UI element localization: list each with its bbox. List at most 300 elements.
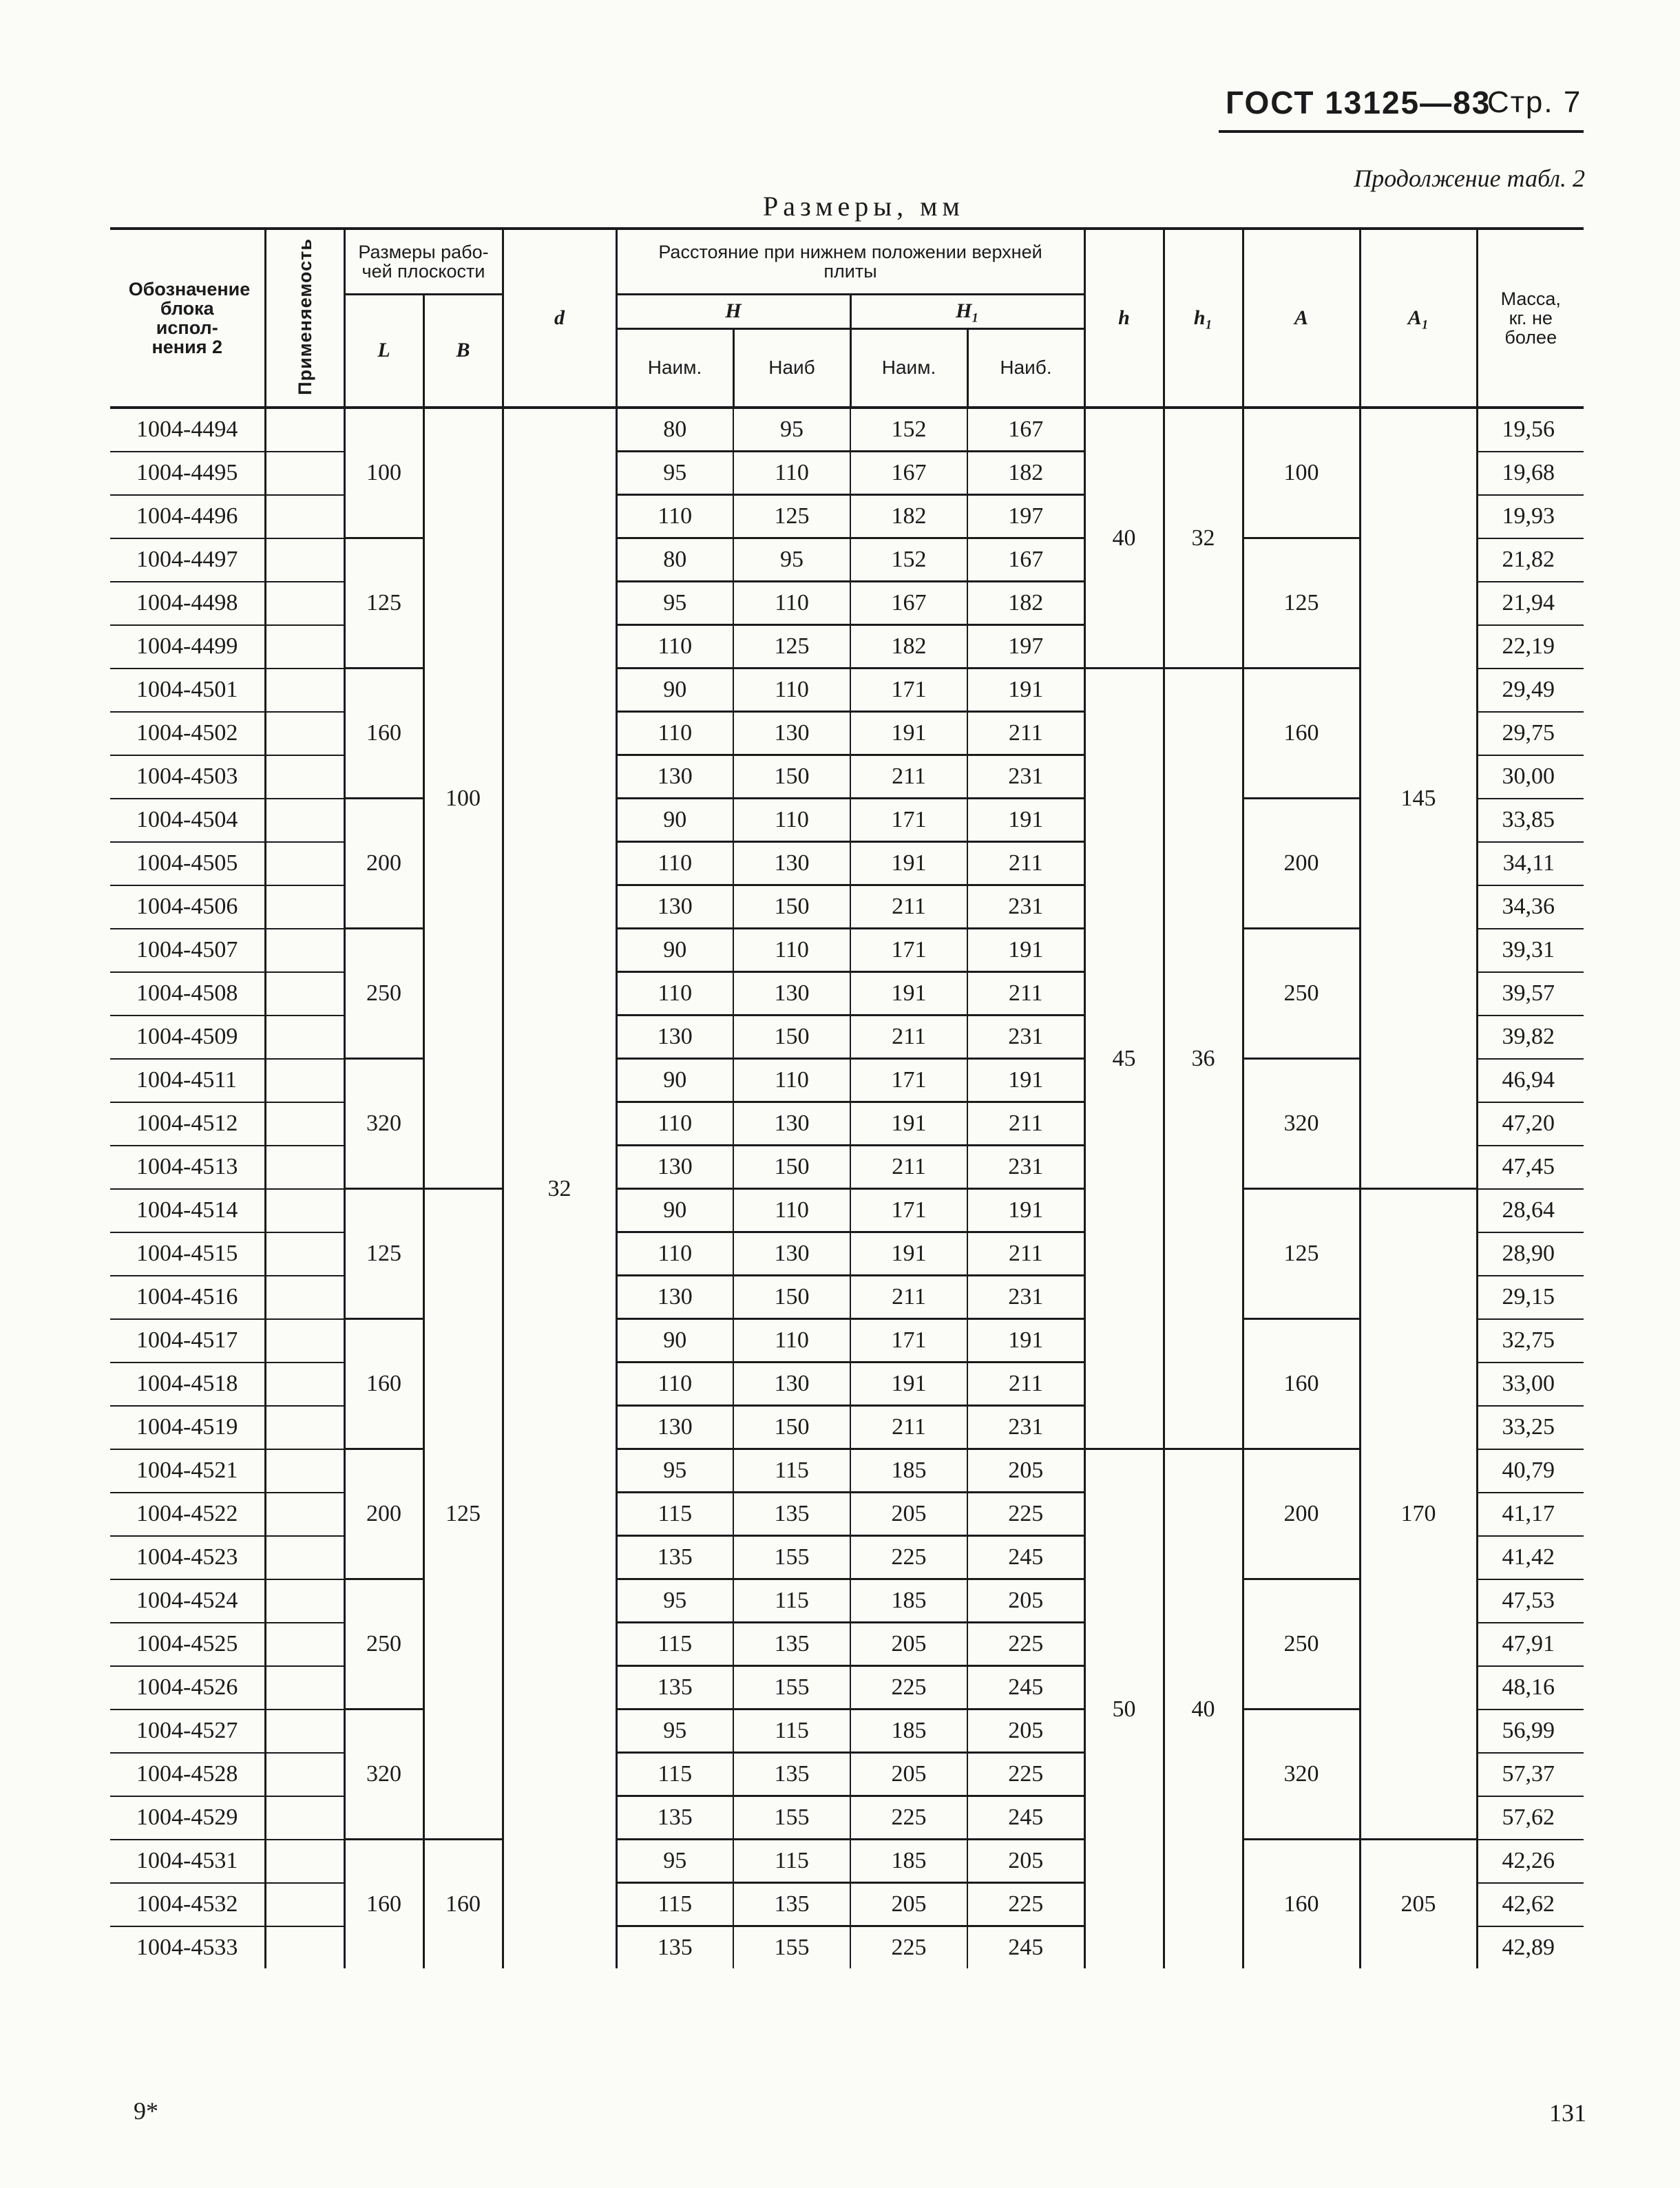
cell-h-max: 110 <box>733 1189 850 1232</box>
cell-applicability <box>265 1796 344 1840</box>
cell-applicability <box>265 842 344 885</box>
cell-h-min: 110 <box>616 625 733 669</box>
cell-l: 160 <box>344 1319 423 1449</box>
cell-h-min: 90 <box>616 669 733 712</box>
cell-mass: 34,36 <box>1477 885 1584 929</box>
header-b: B <box>423 294 503 408</box>
cell-h1-min: 171 <box>850 669 967 712</box>
cell-d: 32 <box>503 408 616 1968</box>
cell-b: 160 <box>423 1840 503 1969</box>
cell-h1-min: 185 <box>850 1579 967 1623</box>
cell-mass: 34,11 <box>1477 842 1584 885</box>
header-h-dist: H <box>616 294 850 328</box>
cell-h-max: 150 <box>733 1276 850 1319</box>
page-number: 131 <box>1549 2099 1586 2127</box>
header-a1: A₁ <box>1360 229 1477 408</box>
cell-a: 100 <box>1243 408 1360 538</box>
cell-l: 200 <box>344 1449 423 1579</box>
cell-applicability <box>265 1623 344 1666</box>
cell-applicability <box>265 1146 344 1189</box>
header-applicability: Применяемость <box>265 229 344 408</box>
cell-applicability <box>265 1189 344 1232</box>
cell-mass: 33,85 <box>1477 799 1584 842</box>
cell-designation: 1004-4523 <box>110 1536 265 1579</box>
cell-h1-max: 231 <box>967 1276 1084 1319</box>
cell-h1-min: 205 <box>850 1883 967 1926</box>
cell-mass: 40,79 <box>1477 1449 1584 1493</box>
cell-h-min: 130 <box>616 885 733 929</box>
cell-h1-min: 152 <box>850 538 967 582</box>
cell-h-min: 90 <box>616 799 733 842</box>
header-h1-dist: H₁ <box>850 294 1084 328</box>
cell-mass: 39,82 <box>1477 1016 1584 1059</box>
cell-mass: 28,64 <box>1477 1189 1584 1232</box>
cell-applicability <box>265 799 344 842</box>
cell-l: 160 <box>344 669 423 799</box>
cell-h1-max: 205 <box>967 1710 1084 1753</box>
cell-mass: 33,25 <box>1477 1406 1584 1449</box>
cell-h-min: 95 <box>616 1840 733 1883</box>
cell-h-max: 155 <box>733 1796 850 1840</box>
cell-h1-max: 211 <box>967 1102 1084 1146</box>
cell-h1-max: 231 <box>967 1016 1084 1059</box>
header-h-max: Наиб <box>733 328 850 408</box>
cell-h1-min: 182 <box>850 495 967 538</box>
cell-h1-min: 191 <box>850 712 967 755</box>
cell-h-min: 110 <box>616 972 733 1016</box>
cell-h1-max: 191 <box>967 669 1084 712</box>
cell-h-max: 135 <box>733 1493 850 1536</box>
cell-h-max: 155 <box>733 1926 850 1969</box>
cell-mass: 30,00 <box>1477 755 1584 799</box>
cell-mass: 32,75 <box>1477 1319 1584 1363</box>
cell-designation: 1004-4532 <box>110 1883 265 1926</box>
header-distance: Расстояние при нижнем положении верхней плиты <box>616 229 1084 294</box>
cell-applicability <box>265 1579 344 1623</box>
cell-a1: 145 <box>1360 408 1477 1189</box>
cell-mass: 48,16 <box>1477 1666 1584 1710</box>
cell-h1-min: 225 <box>850 1796 967 1840</box>
cell-designation: 1004-4531 <box>110 1840 265 1883</box>
cell-h1-min: 225 <box>850 1536 967 1579</box>
cell-l: 160 <box>344 1840 423 1969</box>
cell-h-max: 115 <box>733 1840 850 1883</box>
cell-h-min: 90 <box>616 1059 733 1102</box>
cell-h-max: 150 <box>733 1406 850 1449</box>
cell-h1-max: 191 <box>967 799 1084 842</box>
cell-h1-max: 245 <box>967 1796 1084 1840</box>
header-d: d <box>503 229 616 408</box>
cell-applicability <box>265 1710 344 1753</box>
cell-applicability <box>265 1363 344 1406</box>
cell-h-max: 110 <box>733 799 850 842</box>
cell-h1-min: 171 <box>850 1189 967 1232</box>
cell-h-max: 110 <box>733 1059 850 1102</box>
cell-a: 125 <box>1243 1189 1360 1319</box>
cell-h1-min: 205 <box>850 1493 967 1536</box>
cell-b: 125 <box>423 1189 503 1840</box>
cell-applicability <box>265 755 344 799</box>
cell-designation: 1004-4496 <box>110 495 265 538</box>
cell-h1: 36 <box>1164 669 1243 1449</box>
cell-designation: 1004-4508 <box>110 972 265 1016</box>
cell-a: 320 <box>1243 1710 1360 1840</box>
cell-designation: 1004-4521 <box>110 1449 265 1493</box>
cell-h1-max: 225 <box>967 1883 1084 1926</box>
header-l: L <box>344 294 423 408</box>
cell-designation: 1004-4502 <box>110 712 265 755</box>
cell-applicability <box>265 885 344 929</box>
cell-l: 200 <box>344 799 423 929</box>
cell-h1-min: 225 <box>850 1926 967 1969</box>
cell-h1-max: 191 <box>967 1319 1084 1363</box>
cell-mass: 39,57 <box>1477 972 1584 1016</box>
cell-h1-max: 211 <box>967 1232 1084 1276</box>
cell-a: 160 <box>1243 1319 1360 1449</box>
cell-a: 250 <box>1243 929 1360 1059</box>
cell-h-min: 115 <box>616 1753 733 1796</box>
cell-mass: 19,93 <box>1477 495 1584 538</box>
cell-applicability <box>265 1536 344 1579</box>
cell-designation: 1004-4517 <box>110 1319 265 1363</box>
cell-designation: 1004-4495 <box>110 452 265 495</box>
cell-applicability <box>265 1406 344 1449</box>
cell-mass: 42,62 <box>1477 1883 1584 1926</box>
cell-h1-max: 167 <box>967 408 1084 452</box>
cell-applicability <box>265 1753 344 1796</box>
cell-h-min: 80 <box>616 408 733 452</box>
cell-h1-max: 225 <box>967 1493 1084 1536</box>
cell-h-max: 130 <box>733 972 850 1016</box>
cell-h1-max: 231 <box>967 885 1084 929</box>
cell-h-max: 150 <box>733 885 850 929</box>
cell-h-min: 110 <box>616 842 733 885</box>
cell-h1-min: 205 <box>850 1753 967 1796</box>
cell-mass: 28,90 <box>1477 1232 1584 1276</box>
cell-h1-min: 205 <box>850 1623 967 1666</box>
cell-h-max: 135 <box>733 1753 850 1796</box>
cell-h1-min: 167 <box>850 582 967 625</box>
cell-designation: 1004-4526 <box>110 1666 265 1710</box>
cell-h-min: 95 <box>616 1579 733 1623</box>
cell-mass: 39,31 <box>1477 929 1584 972</box>
header-h-min: Наим. <box>616 328 733 408</box>
cell-h1-max: 231 <box>967 755 1084 799</box>
standard-number: ГОСТ 13125—83 <box>1226 85 1491 120</box>
cell-h-min: 110 <box>616 495 733 538</box>
cell-h1-max: 205 <box>967 1840 1084 1883</box>
cell-mass: 46,94 <box>1477 1059 1584 1102</box>
cell-h-max: 110 <box>733 582 850 625</box>
cell-h1-max: 245 <box>967 1926 1084 1969</box>
cell-h1-min: 171 <box>850 1059 967 1102</box>
cell-h-max: 155 <box>733 1666 850 1710</box>
cell-h1-min: 225 <box>850 1666 967 1710</box>
cell-designation: 1004-4499 <box>110 625 265 669</box>
cell-h-min: 135 <box>616 1666 733 1710</box>
cell-designation: 1004-4522 <box>110 1493 265 1536</box>
table-row <box>110 1840 1584 1883</box>
cell-h1-min: 211 <box>850 755 967 799</box>
cell-h: 45 <box>1084 669 1164 1449</box>
cell-h1-min: 211 <box>850 1406 967 1449</box>
cell-h1-min: 185 <box>850 1449 967 1493</box>
header-h1-max: Наиб. <box>967 328 1084 408</box>
cell-h1-min: 191 <box>850 842 967 885</box>
cell-designation: 1004-4513 <box>110 1146 265 1189</box>
page-label: Стр. 7 <box>1487 85 1582 119</box>
cell-h1-min: 171 <box>850 799 967 842</box>
cell-mass: 42,26 <box>1477 1840 1584 1883</box>
cell-designation: 1004-4519 <box>110 1406 265 1449</box>
cell-h-max: 110 <box>733 929 850 972</box>
cell-designation: 1004-4504 <box>110 799 265 842</box>
cell-h-min: 110 <box>616 1363 733 1406</box>
cell-h-max: 115 <box>733 1579 850 1623</box>
cell-applicability <box>265 712 344 755</box>
cell-h-min: 130 <box>616 755 733 799</box>
cell-designation: 1004-4494 <box>110 408 265 452</box>
cell-h1-max: 225 <box>967 1623 1084 1666</box>
cell-designation: 1004-4516 <box>110 1276 265 1319</box>
cell-h-max: 130 <box>733 1363 850 1406</box>
cell-designation: 1004-4525 <box>110 1623 265 1666</box>
cell-mass: 57,62 <box>1477 1796 1584 1840</box>
cell-h1-max: 231 <box>967 1406 1084 1449</box>
cell-h1-max: 191 <box>967 1189 1084 1232</box>
cell-h1-max: 182 <box>967 582 1084 625</box>
cell-mass: 47,20 <box>1477 1102 1584 1146</box>
cell-mass: 29,15 <box>1477 1276 1584 1319</box>
header-h1: h₁ <box>1164 229 1243 408</box>
cell-h-max: 150 <box>733 755 850 799</box>
cell-h-min: 115 <box>616 1883 733 1926</box>
cell-h-max: 130 <box>733 1102 850 1146</box>
cell-h-max: 110 <box>733 452 850 495</box>
cell-designation: 1004-4512 <box>110 1102 265 1146</box>
cell-h-min: 95 <box>616 1710 733 1753</box>
cell-h1-min: 152 <box>850 408 967 452</box>
cell-h-min: 90 <box>616 929 733 972</box>
cell-applicability <box>265 972 344 1016</box>
cell-applicability <box>265 1883 344 1926</box>
signature-mark: 9* <box>134 2097 158 2125</box>
cell-designation: 1004-4501 <box>110 669 265 712</box>
cell-l: 125 <box>344 538 423 669</box>
cell-mass: 19,68 <box>1477 452 1584 495</box>
cell-h1-max: 211 <box>967 972 1084 1016</box>
cell-h-max: 155 <box>733 1536 850 1579</box>
cell-h1-min: 167 <box>850 452 967 495</box>
cell-a: 320 <box>1243 1059 1360 1189</box>
cell-h1-max: 231 <box>967 1146 1084 1189</box>
cell-h-min: 95 <box>616 452 733 495</box>
cell-h1-min: 211 <box>850 1016 967 1059</box>
cell-l: 320 <box>344 1710 423 1840</box>
cell-h1-max: 191 <box>967 1059 1084 1102</box>
cell-applicability <box>265 1926 344 1969</box>
cell-designation: 1004-4533 <box>136 1934 238 1960</box>
cell-applicability <box>265 1276 344 1319</box>
cell-applicability <box>265 625 344 669</box>
cell-h-min: 115 <box>616 1493 733 1536</box>
cell-h1-max: 191 <box>967 929 1084 972</box>
cell-h1-max: 225 <box>967 1753 1084 1796</box>
cell-h1-min: 185 <box>850 1710 967 1753</box>
cell-designation: 1004-4503 <box>110 755 265 799</box>
cell-designation: 1004-4497 <box>110 538 265 582</box>
cell-h-max: 125 <box>733 625 850 669</box>
cell-l: 100 <box>344 408 423 538</box>
cell-l: 320 <box>344 1059 423 1189</box>
cell-mass: 41,42 <box>1477 1536 1584 1579</box>
cell-designation: 1004-4528 <box>110 1753 265 1796</box>
cell-l: 250 <box>344 1579 423 1710</box>
cell-mass: 29,49 <box>1477 669 1584 712</box>
cell-applicability <box>265 669 344 712</box>
cell-h-min: 115 <box>616 1623 733 1666</box>
cell-applicability <box>265 1016 344 1059</box>
cell-a: 250 <box>1243 1579 1360 1710</box>
cell-a1: 205 <box>1360 1840 1477 1969</box>
continuation-note: Продолжение табл. 2 <box>1354 165 1585 192</box>
cell-applicability <box>265 1840 344 1883</box>
cell-applicability <box>265 1666 344 1710</box>
cell-h1-max: 197 <box>967 495 1084 538</box>
cell-a: 200 <box>1243 1449 1360 1579</box>
cell-mass: 19,56 <box>1477 408 1584 452</box>
cell-h-min: 90 <box>616 1319 733 1363</box>
cell-h-max: 135 <box>733 1883 850 1926</box>
cell-h-max: 130 <box>733 842 850 885</box>
cell-designation: 1004-4524 <box>110 1579 265 1623</box>
cell-applicability <box>265 582 344 625</box>
cell-h-min: 80 <box>616 538 733 582</box>
cell-h-max: 125 <box>733 495 850 538</box>
cell-mass: 21,82 <box>1477 538 1584 582</box>
cell-mass: 41,17 <box>1477 1493 1584 1536</box>
header-rule <box>1219 130 1584 133</box>
cell-h-max: 135 <box>733 1623 850 1666</box>
cell-designation: 1004-4506 <box>110 885 265 929</box>
cell-h-max: 150 <box>733 1146 850 1189</box>
cell-h-max: 130 <box>733 712 850 755</box>
cell-designation: 1004-4514 <box>110 1189 265 1232</box>
cell-h1-min: 171 <box>850 1319 967 1363</box>
cell-h-min: 130 <box>616 1276 733 1319</box>
cell-h1-max: 211 <box>967 842 1084 885</box>
cell-h1-max: 167 <box>967 538 1084 582</box>
cell-applicability <box>265 495 344 538</box>
cell-designation: 1004-4511 <box>110 1059 265 1102</box>
table-row <box>110 408 1584 452</box>
cell-mass: 47,53 <box>1477 1579 1584 1623</box>
cell-h: 50 <box>1084 1449 1164 1969</box>
cell-designation: 1004-4529 <box>110 1796 265 1840</box>
cell-h-min: 110 <box>616 1232 733 1276</box>
cell-h1-max: 197 <box>967 625 1084 669</box>
cell-mass: 47,91 <box>1477 1623 1584 1666</box>
cell-applicability <box>265 408 344 452</box>
cell-h-max: 110 <box>733 1319 850 1363</box>
cell-applicability <box>265 1319 344 1363</box>
cell-h1-max: 245 <box>967 1536 1084 1579</box>
cell-h-max: 150 <box>733 1016 850 1059</box>
cell-designation: 1004-4515 <box>110 1232 265 1276</box>
cell-designation: 1004-4507 <box>110 929 265 972</box>
cell-h-max: 110 <box>733 669 850 712</box>
cell-h-max: 115 <box>733 1710 850 1753</box>
cell-h-min: 130 <box>616 1016 733 1059</box>
units-caption: Размеры, мм <box>763 191 965 222</box>
cell-h-max: 95 <box>733 538 850 582</box>
cell-l: 125 <box>344 1189 423 1319</box>
cell-h1-min: 191 <box>850 1102 967 1146</box>
cell-applicability <box>265 1493 344 1536</box>
cell-mass: 56,99 <box>1477 1710 1584 1753</box>
cell-h1-min: 171 <box>850 929 967 972</box>
cell-h1-min: 191 <box>850 1363 967 1406</box>
header-designation: Обозначение блока испол- нения 2 <box>110 229 265 408</box>
cell-mass: 22,19 <box>1477 625 1584 669</box>
cell-mass: 47,45 <box>1477 1146 1584 1189</box>
cell-h-min: 135 <box>616 1796 733 1840</box>
cell-applicability <box>265 929 344 972</box>
cell-mass: 33,00 <box>1477 1363 1584 1406</box>
cell-mass: 21,94 <box>1477 582 1584 625</box>
cell-h-min: 110 <box>616 1102 733 1146</box>
cell-designation: 1004-4509 <box>110 1016 265 1059</box>
cell-a: 160 <box>1243 669 1360 799</box>
cell-a: 200 <box>1243 799 1360 929</box>
cell-h1-max: 205 <box>967 1449 1084 1493</box>
cell-h1-min: 211 <box>850 885 967 929</box>
cell-h1-min: 211 <box>850 1146 967 1189</box>
cell-a: 160 <box>1243 1840 1360 1969</box>
cell-h1-min: 191 <box>850 972 967 1016</box>
cell-h-min: 110 <box>616 712 733 755</box>
cell-h: 40 <box>1084 408 1164 669</box>
cell-applicability <box>265 1232 344 1276</box>
header-h1-min: Наим. <box>850 328 967 408</box>
cell-h-min: 95 <box>616 1449 733 1493</box>
cell-h1-min: 182 <box>850 625 967 669</box>
cell-designation: 1004-4505 <box>110 842 265 885</box>
cell-h-max: 95 <box>733 408 850 452</box>
header-h: h <box>1084 229 1164 408</box>
cell-h1-max: 245 <box>967 1666 1084 1710</box>
cell-mass: 29,75 <box>1477 712 1584 755</box>
cell-h1-min: 191 <box>850 1232 967 1276</box>
cell-h1-max: 182 <box>967 452 1084 495</box>
cell-applicability <box>265 1102 344 1146</box>
cell-mass: 57,37 <box>1477 1753 1584 1796</box>
cell-h1: 40 <box>1164 1449 1243 1969</box>
table-row <box>110 1189 1584 1232</box>
dimensions-table <box>110 227 1584 1968</box>
header-plane: Размеры рабо- чей плоскости <box>344 229 503 294</box>
cell-applicability <box>265 452 344 495</box>
cell-h-min: 90 <box>616 1189 733 1232</box>
cell-designation: 1004-4527 <box>110 1710 265 1753</box>
cell-l: 250 <box>344 929 423 1059</box>
cell-h-max: 115 <box>733 1449 850 1493</box>
cell-h-min: 135 <box>616 1926 733 1969</box>
cell-a: 125 <box>1243 538 1360 669</box>
cell-mass: 42,89 <box>1477 1926 1584 1969</box>
cell-h1-min: 185 <box>850 1840 967 1883</box>
cell-h-min: 130 <box>616 1146 733 1189</box>
